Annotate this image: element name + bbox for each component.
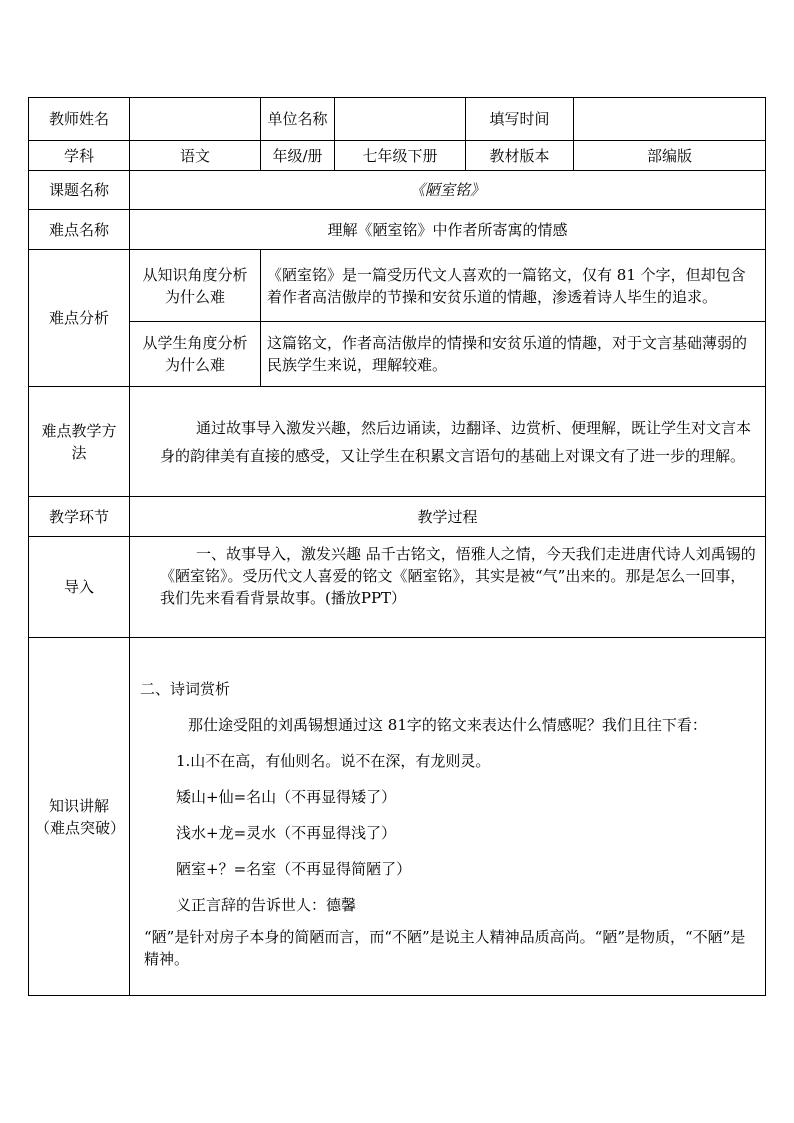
student-angle-text: 这篇铭文，作者高洁傲岸的情操和安贫乐道的情趣，对于文言基础薄弱的民族学生来说，理解较难。 (261, 322, 766, 387)
guiding-question: 那仕途受阻的刘禹锡想通过这 81字的铭文来表达什么情感呢？我们且往下看： (188, 716, 707, 734)
analysis-line-mountain: 矮山+仙=名山（不再显得矮了） (176, 788, 397, 806)
conclusion-line: 义正言辞的告诉世人：德馨 (176, 896, 357, 914)
date-value (574, 98, 766, 141)
method-label: 难点教学方法 (29, 387, 130, 497)
lesson-plan-table (28, 97, 766, 996)
date-label: 填写时间 (466, 98, 574, 141)
unit-value (335, 98, 466, 141)
topic-value: 《陋室铭》 (130, 171, 766, 210)
intro-text: 一、故事导入，激发兴趣 品千古铭文，悟雅人之情，今天我们走进唐代诗人刘禹锡的《陋室铭》。受历代文人喜爱的铭文《陋室铭》，其实是被“气”出来的。那是怎么一回事，我们先来看看背景故事。(播放PPT） (160, 545, 756, 607)
grade-value: 七年级下册 (335, 141, 466, 171)
subject-value: 语文 (130, 141, 261, 171)
edition-value: 部编版 (574, 141, 766, 171)
explanation-line: “陋”是针对房子本身的简陋而言，而“不陋”是说主人精神品质高尚。“陋”是物质，“不陋”是精神。 (144, 928, 746, 968)
subject-label: 学科 (29, 141, 130, 171)
intro-label: 导入 (29, 537, 130, 638)
difficulty-value: 理解《陋室铭》中作者所寄寓的情感 (130, 210, 766, 250)
stage-header: 教学环节 (29, 497, 130, 537)
difficulty-label: 难点名称 (29, 210, 130, 250)
grade-label: 年级/册 (261, 141, 335, 171)
knowledge-body (130, 638, 766, 996)
knowledge-section-label: 知识讲解（难点突破） (29, 638, 130, 996)
analysis-line-water: 浅水+龙=灵水（不再显得浅了） (176, 824, 397, 842)
analysis-line-room: 陋室+？=名室（不再显得简陋了） (176, 860, 412, 878)
topic-label: 课题名称 (29, 171, 130, 210)
section-heading: 二、诗词赏析 (140, 680, 231, 698)
verse-line-1: 1.山不在高，有仙则名。说不在深，有龙则灵。 (176, 752, 491, 770)
teacher-value (130, 98, 261, 141)
unit-label: 单位名称 (261, 98, 335, 141)
edition-label: 教材版本 (466, 141, 574, 171)
teacher-label: 教师姓名 (29, 98, 130, 141)
student-angle-label: 从学生角度分析为什么难 (130, 322, 261, 387)
process-header: 教学过程 (130, 497, 766, 537)
knowledge-angle-label: 从知识角度分析为什么难 (130, 250, 261, 322)
analysis-label: 难点分析 (29, 250, 130, 387)
intro-text-cell (130, 537, 766, 638)
knowledge-angle-text: 《陋室铭》是一篇受历代文人喜欢的一篇铭文，仅有 81 个字，但却包含着作者高洁傲岸的节操和安贫乐道的情趣，渗透着诗人毕生的追求。 (261, 250, 766, 322)
method-text: 通过故事导入激发兴趣，然后边诵读，边翻译、边赏析、便理解，既让学生对文言本身的韵律美有直接的感受，又让学生在积累文言语句的基础上对课文有了进一步的理解。 (160, 418, 752, 465)
method-text-cell (130, 387, 766, 497)
